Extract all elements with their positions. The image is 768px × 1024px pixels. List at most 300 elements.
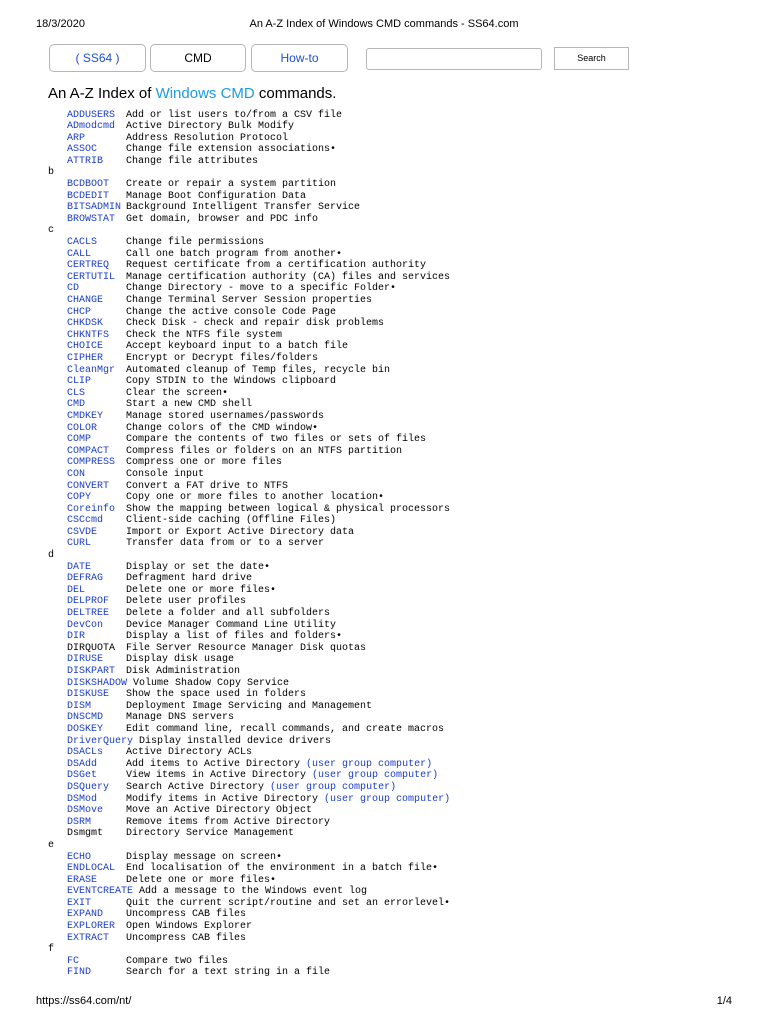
command-row <box>48 515 748 527</box>
command-link[interactable]: DATE <box>67 561 92 573</box>
description-text: Search for a text string in a file <box>126 967 331 979</box>
command-row <box>48 399 748 411</box>
description-text: Manage Boot Configuration Data <box>126 190 307 202</box>
ss64-home-link[interactable]: ( SS64 ) <box>49 44 146 72</box>
command-link[interactable]: CERTREQ <box>67 260 110 272</box>
command-link[interactable]: DISKSHADOW <box>67 677 128 689</box>
command-link[interactable]: FC <box>67 955 80 967</box>
description-text: Import or Export Active Directory data <box>126 526 355 538</box>
description-text: Display a list of files and folders• <box>126 631 343 643</box>
command-description <box>139 886 367 898</box>
description-text: Change the active console Code Page <box>126 306 337 318</box>
command-row <box>48 828 748 840</box>
command-link[interactable]: DSQuery <box>67 781 110 793</box>
command-link[interactable]: FIND <box>67 967 92 979</box>
command-link[interactable]: Coreinfo <box>67 503 116 515</box>
description-text: Client-side caching (Offline Files) <box>126 515 337 527</box>
command-link[interactable]: EVENTCREATE <box>67 886 134 898</box>
description-text: Copy one or more files to another location• <box>126 492 385 504</box>
title-prefix: An A-Z Index of <box>48 85 156 102</box>
command-link[interactable]: CSCcmd <box>67 515 104 527</box>
command-link[interactable]: CACLS <box>67 237 98 249</box>
command-row <box>48 133 748 145</box>
command-row <box>48 330 748 342</box>
description-text: Check Disk - check and repair disk problems <box>126 318 385 330</box>
command-link[interactable]: ASSOC <box>67 144 98 156</box>
command-description <box>126 863 438 875</box>
command-row <box>48 967 748 979</box>
command-row <box>48 434 748 446</box>
command-row <box>48 249 748 261</box>
command-link[interactable]: CD <box>67 283 80 295</box>
command-row <box>48 817 748 829</box>
print-footer <box>36 994 732 1008</box>
command-description <box>126 237 264 249</box>
command-row <box>48 179 748 191</box>
object-type-links[interactable]: (user group computer) <box>324 793 451 805</box>
command-description <box>126 388 228 400</box>
description-text: End localisation of the environment in a batch file• <box>126 863 439 875</box>
description-text: Manage stored usernames/passwords <box>126 410 325 422</box>
title-suffix: commands. <box>254 85 337 102</box>
description-text: Compare two files <box>126 955 229 967</box>
command-description <box>126 817 330 829</box>
command-description <box>126 144 336 156</box>
command-link[interactable]: DOSKEY <box>67 723 104 735</box>
command-row <box>48 886 748 898</box>
command-link[interactable]: DSGet <box>67 770 98 782</box>
command-link[interactable]: ARP <box>67 132 86 144</box>
command-link[interactable]: DNSCMD <box>67 712 104 724</box>
command-row <box>48 909 748 921</box>
command-description <box>126 283 396 295</box>
command-description <box>126 411 324 423</box>
description-text: Search Active Directory <box>126 781 265 793</box>
command-link[interactable]: CONVERT <box>67 480 110 492</box>
description-text: Quit the current script/routine and set an errorlevel• <box>126 897 451 909</box>
command-description <box>126 596 246 608</box>
command-description <box>126 295 372 307</box>
command-link[interactable]: DEFRAG <box>67 573 104 585</box>
description-text: Change file permissions <box>126 237 265 249</box>
command-row <box>48 689 748 701</box>
description-text: Add or list users to/from a CSV file <box>126 109 343 121</box>
description-text: Show the space used in folders <box>126 689 307 701</box>
command-row <box>48 260 748 272</box>
command-row <box>48 596 748 608</box>
command-link[interactable]: CMD <box>67 399 86 411</box>
command-description <box>126 538 324 550</box>
description-text: Display or set the date• <box>126 561 271 573</box>
command-description <box>126 967 330 979</box>
command-row <box>48 863 748 875</box>
description-text: Device Manager Command Line Utility <box>126 619 337 631</box>
command-link[interactable]: CIPHER <box>67 352 104 364</box>
description-text: Volume Shadow Copy Service <box>133 677 290 689</box>
command-description <box>126 376 336 388</box>
description-text: Manage DNS servers <box>126 712 235 724</box>
description-text: Disk Administration <box>126 666 241 677</box>
howto-nav-link[interactable]: How-to <box>251 44 348 72</box>
command-description <box>126 515 336 527</box>
command-description <box>126 759 432 771</box>
command-link[interactable]: CURL <box>67 538 92 550</box>
command-description <box>126 353 318 365</box>
command-row <box>48 492 748 504</box>
command-link[interactable]: DSAdd <box>67 758 98 770</box>
description-text: Change file attributes <box>126 155 259 167</box>
command-row <box>48 457 748 469</box>
command-link[interactable]: DSMove <box>67 805 104 817</box>
command-row <box>48 562 748 574</box>
command-row <box>48 608 748 620</box>
command-description <box>126 399 252 411</box>
command-row <box>48 469 748 481</box>
command-link[interactable]: CHKNTFS <box>67 329 110 341</box>
description-text: Clear the screen• <box>126 387 229 399</box>
command-description <box>126 898 450 910</box>
description-text: Change Directory - move to a specific Folder• <box>126 283 397 295</box>
command-row <box>48 283 748 295</box>
command-row <box>48 237 748 249</box>
command-link: DIRQUOTA <box>67 642 116 654</box>
command-description <box>126 643 366 655</box>
command-row <box>48 144 748 156</box>
description-text: Delete user profiles <box>126 596 247 608</box>
command-description <box>126 852 282 864</box>
description-text: Console input <box>126 468 205 480</box>
command-row <box>48 191 748 203</box>
command-row <box>48 631 748 643</box>
print-url: https://ss64.com/nt/ <box>36 995 132 1007</box>
section-letter: f <box>48 944 55 956</box>
command-link[interactable]: DIRUSE <box>67 654 104 666</box>
command-row <box>48 121 748 133</box>
object-type-links[interactable]: (user group computer) <box>306 758 433 770</box>
command-description <box>126 121 294 133</box>
description-text: Directory Service Management <box>126 828 295 840</box>
command-row <box>48 678 748 690</box>
command-description <box>126 828 294 840</box>
command-description <box>126 608 330 620</box>
command-row <box>48 956 748 968</box>
command-row <box>48 585 748 597</box>
command-description <box>126 469 204 481</box>
description-text: File Server Resource Manager Disk quotas <box>126 642 367 654</box>
command-description <box>126 249 342 261</box>
description-text: Uncompress CAB files <box>126 909 247 921</box>
command-description <box>126 794 450 806</box>
cmd-nav-button[interactable]: CMD <box>150 44 246 72</box>
command-row <box>48 736 748 748</box>
description-text: Display message on screen• <box>126 851 283 863</box>
command-description <box>126 689 306 701</box>
command-description <box>126 504 450 516</box>
command-link[interactable]: BITSADMIN <box>67 202 122 214</box>
command-description <box>126 202 360 214</box>
command-description <box>126 585 276 597</box>
command-link[interactable]: CHANGE <box>67 295 104 306</box>
command-row <box>48 272 748 284</box>
command-link[interactable]: CMDKEY <box>67 410 104 422</box>
command-link[interactable]: ENDLOCAL <box>67 863 116 875</box>
command-row <box>48 202 748 214</box>
command-row <box>48 573 748 585</box>
command-row <box>48 446 748 458</box>
command-link: Dsmgmt <box>67 828 104 840</box>
description-text: Display disk usage <box>126 654 235 666</box>
command-row <box>48 504 748 516</box>
command-row <box>48 921 748 933</box>
command-description <box>126 318 384 330</box>
command-row <box>48 341 748 353</box>
search-input[interactable] <box>366 48 542 70</box>
command-link[interactable]: EXPLORER <box>67 921 116 933</box>
description-text: Convert a FAT drive to NTFS <box>126 480 289 492</box>
command-row <box>48 318 748 330</box>
description-text: Compress files or folders on an NTFS partition <box>126 445 403 457</box>
description-text: Uncompress CAB files <box>126 932 247 944</box>
description-text: Add items to Active Directory <box>126 758 301 770</box>
command-link[interactable]: DEL <box>67 584 86 596</box>
command-description <box>126 805 312 817</box>
command-link[interactable]: DSRM <box>67 816 92 828</box>
command-link[interactable]: CLIP <box>67 376 92 388</box>
command-link[interactable]: COMPACT <box>67 445 110 457</box>
description-text: Background Intelligent Transfer Service <box>126 202 361 214</box>
command-description <box>126 921 252 933</box>
description-text: Automated cleanup of Temp files, recycle bin <box>126 364 391 376</box>
command-description <box>126 701 372 713</box>
command-description <box>126 307 336 319</box>
command-link[interactable]: COMPRESS <box>67 457 116 469</box>
command-row <box>48 933 748 945</box>
command-description <box>126 724 444 736</box>
command-description <box>126 133 288 145</box>
command-row <box>48 747 748 759</box>
command-link[interactable]: DISKPART <box>67 666 116 677</box>
command-description <box>126 156 258 168</box>
command-row <box>48 794 748 806</box>
command-link[interactable]: EXPAND <box>67 909 104 921</box>
print-header <box>36 17 732 31</box>
description-text: Add a message to the Windows event log <box>139 886 368 898</box>
object-type-links[interactable]: (user group computer) <box>312 770 439 782</box>
command-link[interactable]: COLOR <box>67 422 98 434</box>
command-link[interactable]: DISKUSE <box>67 689 110 701</box>
command-row <box>48 782 748 794</box>
section-letter: b <box>48 167 55 179</box>
page-number: 1/4 <box>716 995 732 1007</box>
command-row <box>48 724 748 736</box>
description-text: Modify items in Active Directory <box>126 793 319 805</box>
command-link[interactable]: ATTRIB <box>67 155 104 167</box>
command-link[interactable]: BROWSTAT <box>67 213 116 225</box>
command-link[interactable]: BCDEDIT <box>67 190 110 202</box>
command-link[interactable]: CERTUTIL <box>67 271 116 283</box>
windows-cmd-link[interactable]: Windows CMD <box>155 85 255 102</box>
description-text: Deployment Image Servicing and Management <box>126 700 373 712</box>
command-description <box>126 631 342 643</box>
command-link[interactable]: DELPROF <box>67 596 110 608</box>
description-text: Active Directory ACLs <box>126 747 253 759</box>
description-text: Defragment hard drive <box>126 573 253 585</box>
command-link[interactable]: CSVDE <box>67 526 98 538</box>
command-description <box>126 875 276 887</box>
description-text: Change Terminal Server Session properties <box>126 295 373 306</box>
command-description <box>126 747 252 759</box>
command-description <box>126 956 228 968</box>
command-link[interactable]: DSACLs <box>67 747 104 759</box>
command-link[interactable]: ADmodcmd <box>67 121 116 133</box>
command-link[interactable]: EXIT <box>67 897 92 909</box>
command-row <box>48 353 748 365</box>
description-text: Encrypt or Decrypt files/folders <box>126 352 319 364</box>
command-row <box>48 376 748 388</box>
command-row <box>48 156 748 168</box>
command-link[interactable]: CHCP <box>67 306 92 318</box>
command-description <box>126 191 306 203</box>
command-description <box>126 260 426 272</box>
command-row <box>48 527 748 539</box>
command-row <box>48 852 748 864</box>
command-link[interactable]: DISM <box>67 700 92 712</box>
command-description <box>126 654 234 666</box>
command-row <box>48 538 748 550</box>
description-text: Move an Active Directory Object <box>126 805 313 817</box>
command-row <box>48 620 748 632</box>
command-description <box>126 782 396 794</box>
navbar <box>49 44 629 74</box>
command-description <box>126 423 318 435</box>
object-type-links[interactable]: (user group computer) <box>270 781 397 793</box>
command-row <box>48 666 748 678</box>
command-description <box>126 492 384 504</box>
command-row <box>48 388 748 400</box>
description-text: Get domain, browser and PDC info <box>126 213 319 225</box>
command-row <box>48 712 748 724</box>
description-text: Compress one or more files <box>126 457 283 469</box>
description-text: Create or repair a system partition <box>126 179 337 191</box>
description-text: Compare the contents of two files or sets of files <box>126 434 427 446</box>
command-description <box>126 620 336 632</box>
command-description <box>126 341 348 353</box>
description-text: Accept keyboard input to a batch file <box>126 341 349 353</box>
command-link[interactable]: CHKDSK <box>67 318 104 330</box>
command-row <box>48 701 748 713</box>
description-text: Manage certification authority (CA) files and services <box>126 271 451 283</box>
command-link[interactable]: CHOICE <box>67 341 104 353</box>
command-row <box>48 365 748 377</box>
command-link[interactable]: EXTRACT <box>67 932 110 944</box>
command-link[interactable]: COPY <box>67 492 92 504</box>
command-row <box>48 770 748 782</box>
description-text: Delete a folder and all subfolders <box>126 608 331 620</box>
command-description <box>126 272 450 284</box>
description-text: Address Resolution Protocol <box>126 132 289 144</box>
command-row <box>48 411 748 423</box>
command-list <box>48 110 748 980</box>
command-link[interactable]: ECHO <box>67 851 92 863</box>
description-text: View items in Active Directory <box>126 770 307 782</box>
command-description <box>126 434 426 446</box>
command-row <box>48 643 748 655</box>
description-text: Request certificate from a certification authority <box>126 260 427 272</box>
description-text: Start a new CMD shell <box>126 399 253 411</box>
command-description <box>126 365 390 377</box>
description-text: Copy STDIN to the Windows clipboard <box>126 376 337 388</box>
description-text: Remove items from Active Directory <box>126 816 331 828</box>
command-description <box>126 527 354 539</box>
command-description <box>126 457 282 469</box>
command-link[interactable]: BCDBOOT <box>67 179 110 191</box>
command-description <box>126 562 270 574</box>
section-letter: e <box>48 839 55 851</box>
command-description <box>133 678 289 690</box>
command-row <box>48 110 748 122</box>
command-link[interactable]: ERASE <box>67 874 98 886</box>
command-description <box>139 736 331 748</box>
command-link[interactable]: DriverQuery <box>67 735 134 747</box>
command-description <box>126 712 234 724</box>
command-description <box>126 770 438 782</box>
command-row <box>48 875 748 887</box>
command-link[interactable]: DevCon <box>67 619 104 631</box>
print-title: An A-Z Index of Windows CMD commands - SS64.com <box>249 18 519 30</box>
description-text: Edit command line, recall commands, and create macros <box>126 723 445 735</box>
description-text: Open Windows Explorer <box>126 921 253 933</box>
description-text: Transfer data from or to a server <box>126 538 325 550</box>
command-row <box>48 759 748 771</box>
command-row <box>48 898 748 910</box>
description-text: Active Directory Bulk Modify <box>126 121 295 133</box>
command-description <box>126 481 288 493</box>
command-description <box>126 446 402 458</box>
description-text: Display installed device drivers <box>139 735 332 747</box>
description-text: Change file extension associations• <box>126 144 337 156</box>
section-letter: c <box>48 225 55 237</box>
description-text: Delete one or more files• <box>126 874 277 886</box>
command-description <box>126 214 318 226</box>
command-description <box>126 666 240 678</box>
command-description <box>126 179 336 191</box>
command-link[interactable]: DELTREE <box>67 608 110 620</box>
page-title <box>48 85 336 103</box>
search-button[interactable]: Search <box>554 47 629 70</box>
command-row <box>48 654 748 666</box>
description-text: Check the NTFS file system <box>126 329 283 341</box>
command-link[interactable]: CleanMgr <box>67 364 116 376</box>
command-link[interactable]: CON <box>67 468 86 480</box>
section-letter: d <box>48 550 55 562</box>
description-text: Show the mapping between logical & physical processors <box>126 503 451 515</box>
command-link[interactable]: DIR <box>67 631 86 643</box>
command-link[interactable]: CALL <box>67 248 92 260</box>
command-link[interactable]: DSMod <box>67 793 98 805</box>
description-text: Delete one or more files• <box>126 584 277 596</box>
description-text: Call one batch program from another• <box>126 248 343 260</box>
description-text: Change colors of the CMD window• <box>126 422 319 434</box>
command-row <box>48 307 748 319</box>
print-date: 18/3/2020 <box>36 18 85 30</box>
command-row <box>48 423 748 435</box>
command-description <box>126 330 282 342</box>
command-link[interactable]: CLS <box>67 387 86 399</box>
command-link[interactable]: COMP <box>67 434 92 446</box>
command-row <box>48 295 748 307</box>
command-link[interactable]: ADDUSERS <box>67 109 116 121</box>
command-row <box>48 805 748 817</box>
